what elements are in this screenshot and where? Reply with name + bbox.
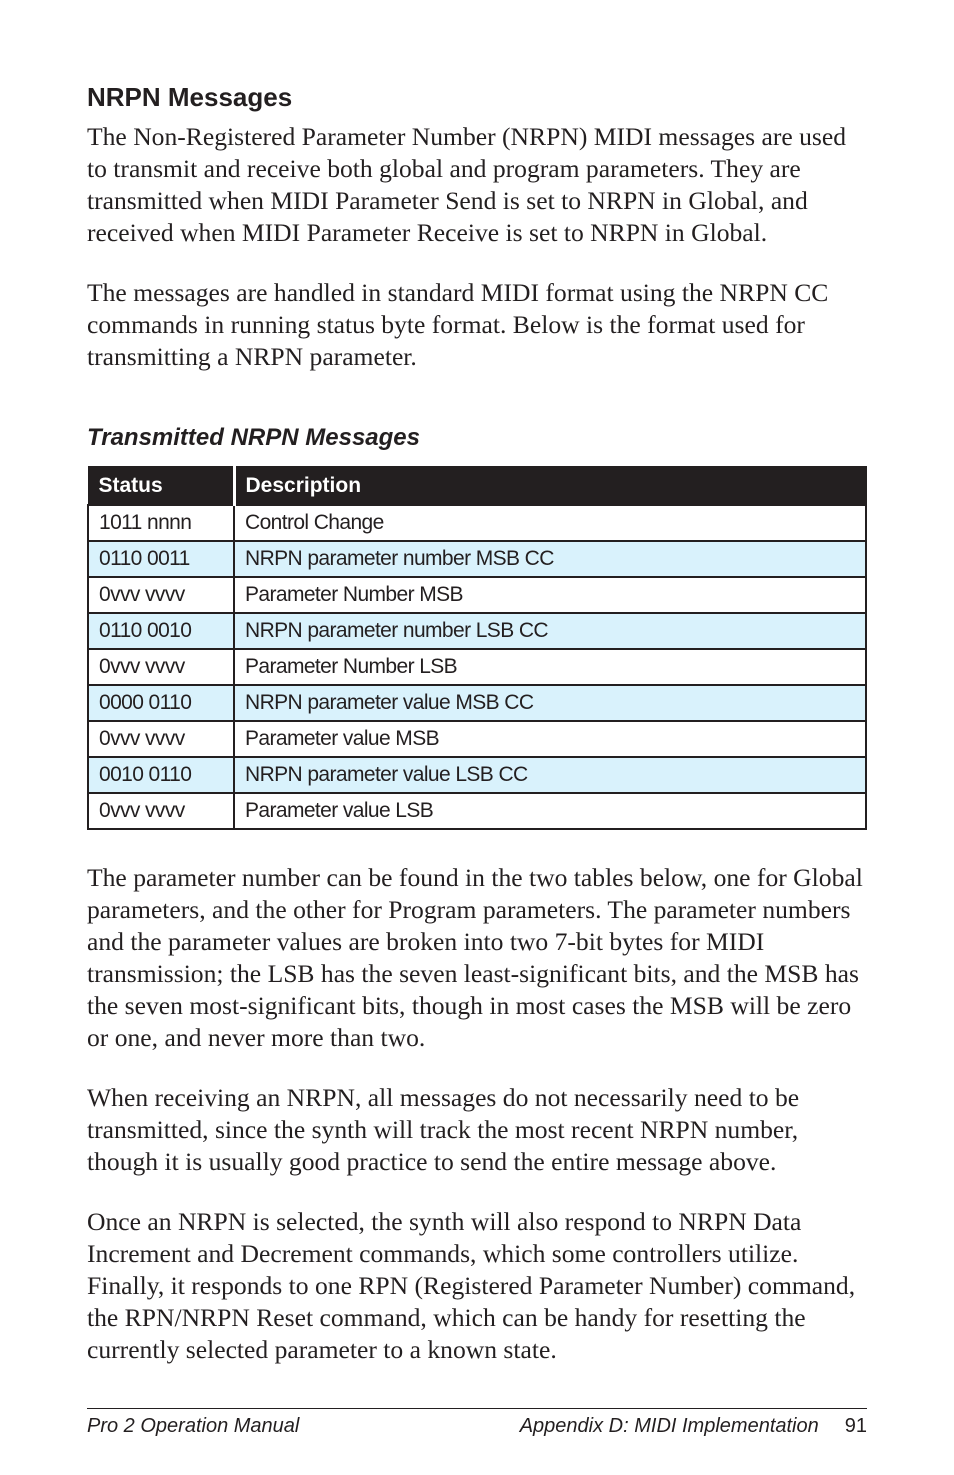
- status-cell: 0110 0011: [88, 541, 234, 577]
- table-row: [88, 577, 866, 613]
- table-row: [88, 721, 866, 757]
- status-cell: 0vvv vvvv: [88, 577, 234, 613]
- description-cell: Parameter value MSB: [234, 721, 866, 757]
- body-paragraph: The Non-Registered Parameter Number (NRPN) MIDI messages are used to transmit and receive both global and program parameters. They are transmitted when MIDI Parameter Send is set to NRPN in Global, and received when MIDI Parameter Receive is set to NRPN in Global.: [87, 122, 847, 247]
- column-header-description: Description: [234, 467, 866, 506]
- nrpn-messages-table: [87, 466, 867, 830]
- footer-divider: [87, 1408, 867, 1409]
- table-title: Transmitted NRPN Messages: [87, 424, 420, 451]
- body-paragraph: The parameter number can be found in the two tables below, one for Global parameters, and the other for Program parameters. The parameter numbers and the parameter values are broken into two 7-bit bytes for MIDI transmission; the LSB has the seven least-significant bits, and the MSB has the seven most-significant bits, though in most cases the MSB will be zero or one, and never more than two.: [87, 863, 863, 1052]
- status-cell: 0vvv vvvv: [88, 793, 234, 829]
- description-cell: Parameter Number MSB: [234, 577, 866, 613]
- status-cell: 0vvv vvvv: [88, 721, 234, 757]
- description-cell: NRPN parameter value LSB CC: [234, 757, 866, 793]
- column-header-status: Status: [88, 467, 234, 506]
- body-paragraph: Once an NRPN is selected, the synth will also respond to NRPN Data Increment and Decrement commands, which some controllers utilize. Finally, it responds to one RPN (Registered Parameter Number) command, the RPN/NRPN Reset command, which can be handy for resetting the currently selected parameter to a known state.: [87, 1207, 856, 1364]
- status-cell: 0110 0010: [88, 613, 234, 649]
- description-cell: NRPN parameter value MSB CC: [234, 685, 866, 721]
- description-cell: NRPN parameter number LSB CC: [234, 613, 866, 649]
- description-cell: Control Change: [234, 505, 866, 541]
- footer-right: [520, 1413, 867, 1439]
- description-cell: Parameter value LSB: [234, 793, 866, 829]
- status-cell: 1011 nnnn: [88, 505, 234, 541]
- body-paragraph: When receiving an NRPN, all messages do not necessarily need to be transmitted, since the synth will track the most recent NRPN number, though it is usually good practice to send the entire message above.: [87, 1083, 800, 1176]
- section-title: NRPN Messages: [87, 82, 293, 112]
- body-paragraph: The messages are handled in standard MIDI format using the NRPN CC commands in running status byte format. Below is the format used for transmitting a NRPN parameter.: [87, 278, 829, 371]
- description-cell: Parameter Number LSB: [234, 649, 866, 685]
- table-row: [88, 505, 866, 541]
- table-row: [88, 649, 866, 685]
- table-row: [88, 757, 866, 793]
- table-row: [88, 685, 866, 721]
- footer-chapter-title: Appendix D: MIDI Implementation: [519, 1415, 819, 1437]
- table-header-row: [88, 467, 866, 506]
- status-cell: 0vvv vvvv: [88, 649, 234, 685]
- status-cell: 0000 0110: [88, 685, 234, 721]
- footer-manual-title: Pro 2 Operation Manual: [87, 1415, 300, 1437]
- description-cell: NRPN parameter number MSB CC: [234, 541, 866, 577]
- table-row: [88, 793, 866, 829]
- page-number: 91: [844, 1415, 867, 1437]
- table-row: [88, 541, 866, 577]
- table-row: [88, 613, 866, 649]
- status-cell: 0010 0110: [88, 757, 234, 793]
